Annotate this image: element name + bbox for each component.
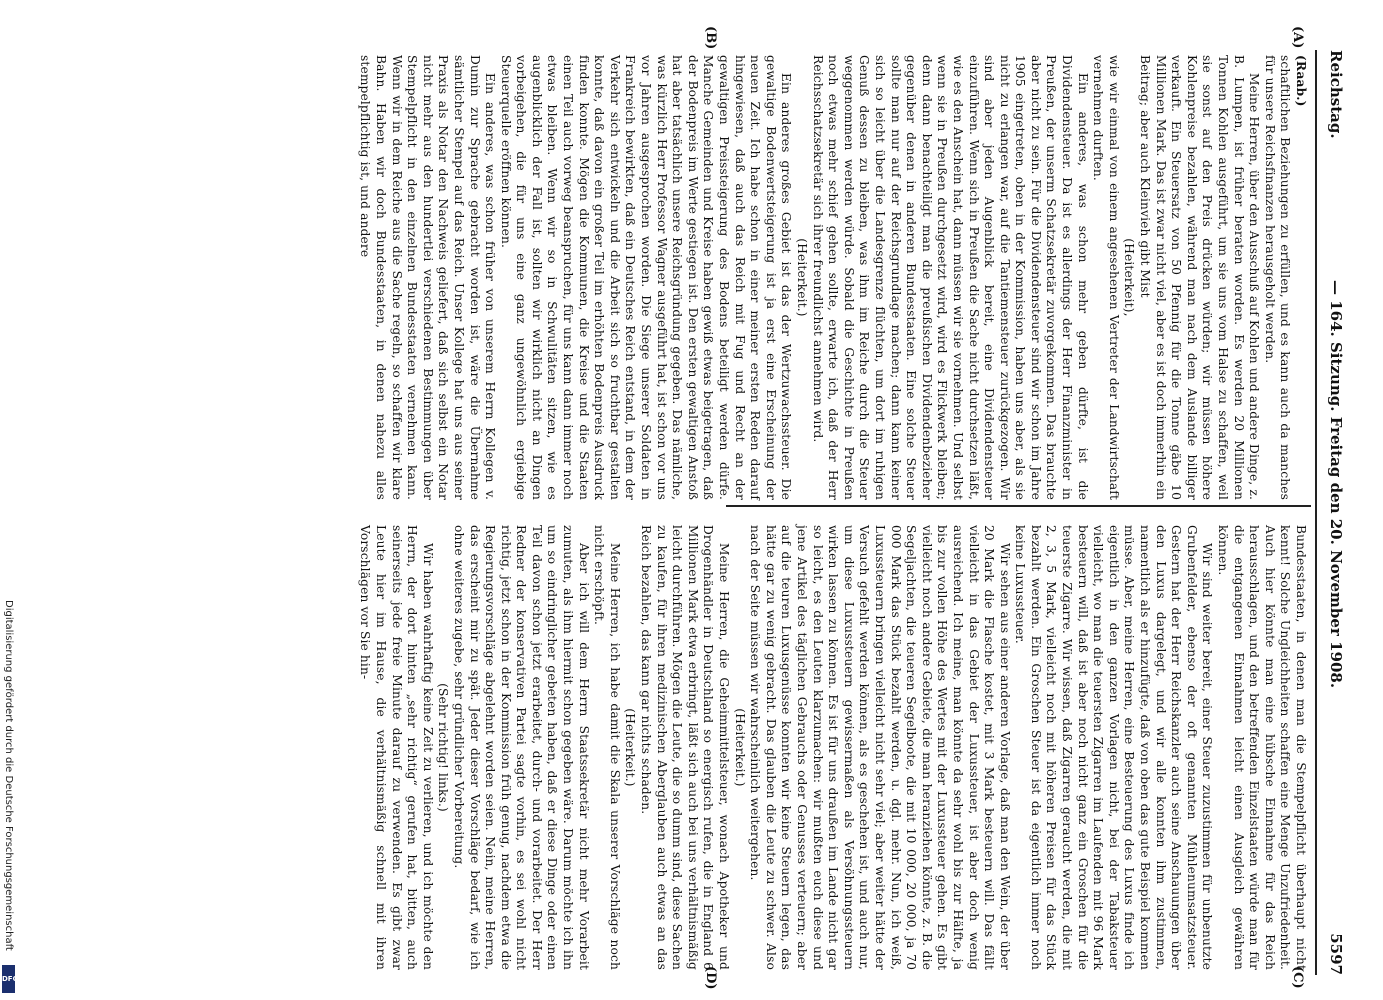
paragraph: schaftlichen Beziehungen zu erfüllen, und es kann auch da manches für unsere Reichsfinanzen herausgeholt werden.	[1262, 55, 1293, 500]
margin-marker-c: (C)	[1290, 966, 1305, 989]
digitization-note	[2, 600, 16, 995]
paragraph: Ein anderes großes Gebiet ist das der Wertzuwachssteuer. Die gewaltige Bodenwertsteigerung ist ja erst eine Erscheinung der neuen Zeit. Ich habe schon in einer meiner ersten Reden darauf hingewiesen, daß auch das Reich mit Fug und Recht an der gewaltigen Preissteigerung des Bodens beteiligt werden dürfe. Manche Gemeinden und Kreise haben gewiß etwas beigetragen, daß der Bodenpreis im Werte gestiegen ist. Den ersten gewaltigen Anstoß hat aber tatsächlich unsere Reichsgründung gegeben. Das nämliche, was kürzlich Herr Professor Wagner ausgeführt hat, ist schon vor uns vor Jahren ausgesprochen worden. Die Siege unserer Soldaten in Frankreich bewirkten, daß ein Deutsches Reich entstand, in dem der Verkehr sich entwickeln und die Arbeit sich so fruchtbar gestalten konnte, daß davon ein großer Teil im erhöhten Bodenpreis Ausdruck finden konnte. Mögen die Kommunen, die Kreise und die Staaten einen Teil auch vorweg beanspruchen, für uns kann dann immer noch etwas bleiben. Wenn wir so in Schwulitäten sitzen, wie es augenblicklich der Fall ist, sollten wir wirklich nicht an Dingen vorbeigehen, die für uns eine ganz ungewöhnlich ergiebige Steuerquelle eröffnen können.	[498, 55, 794, 500]
paragraph: Wir sehen aus einer anderen Vorlage, daß man den Wein, der über 20 Mark die Flasche kostet, mit 3 Mark besteuern will. Das fällt vielleicht in das Gebiet der Luxussteuer, ist aber doch wenig ausreichend. Ich meine, man könnte da sehr wohl bis zur Hälfte, ja bis zur vollen Höhe des Wertes mit der Luxussteuer gehen. Es gibt vielleicht noch andere Gebiete, die man heranziehen könnte, z. B. die Segeljachten, die teueren Segelboote, die mit 10 000, 20 000, ja 70 000 Mark das Stück bezahlt werden, u. dgl. mehr. Nun, ich weiß, Luxussteuern bringen vielleicht nicht sehr viel; aber weiter hätte der Versuch gefehlt werden können, als es geschehen ist, und auch nur, um diese Luxussteuern gewissermaßen als Versöhnungssteuern wirken lassen zu können. Es ist für uns draußen im Lande nicht gar so leicht, es den Leuten klarzumachen: wir mußten euch diese und jene Artikel des täglichen Gebrauchs oder Genusses verteuern; aber auf die teuren Luxusgenüsse konnten wir keine Steuern legen, das hätte gar zu wenig gebracht. Das glauben die Leute zu schwer. Also nach der Seite müssen wir wahrscheinlich weitergehen.	[748, 525, 1012, 970]
page-number: 5597	[1327, 933, 1345, 975]
paragraph: Aber ich will dem Herrn Staatssekretär nicht mehr Vorarbeit zumuten, als ihm hiermit schon gegeben wäre. Darum möchte ich ihn um so eindringlicher gebeten haben, daß er diese Dinge oder einen Teil davon schon jetzt erarbeitet, durch- und vorarbeitet. Der Herr Redner der konservativen Partei sagte vorhin, es sei wohl nicht richtig, jetzt schon in der Kommission früh genug, nachdem etwa die Regierungsvorschläge abgelehnt worden seien. Nein, meine Herren, das erscheint mir zu spät. Jeder dieser Vorschläge bedarf, wie ich ohne weiteres zugebe, sehr gründlicher Vorbereitung.	[451, 525, 591, 970]
paragraph: Meine Herren, ich habe damit die Skala unserer Vorschläge noch nicht erschöpft.	[592, 525, 622, 970]
paragraph: Bundesstaaten, in denen man die Stempelpflicht überhaupt nicht kennt! Solche Ungleichheiten schaffen eine Menge Unzufriedenheit. Auch hier könnte man eine hübsche Einnahme für das Reich herausschlagen, und den betreffenden Einzelstaaten würde man für die entgangenen Einnahmen leicht einen Ausgleich gewähren können.	[1216, 525, 1308, 970]
interjection: (Sehr richtig! links.)	[436, 683, 451, 812]
margin-marker-d: (D)	[703, 966, 718, 990]
header-session: — 164. Sitzung. Freitag den 20. November 1908.	[1327, 280, 1345, 689]
margin-marker-b: (B)	[703, 26, 718, 50]
header-title: Reichstag.	[1327, 50, 1345, 139]
paragraph: Meine Herren, die Geheimmittelsteuer, wonach Apotheker und Drogenhändler in Deutschland so energisch rufen, die in England 6 Millionen Mark etwa erbringt, läßt sich auch bei uns verhältnismäßig leicht durchführen. Mögen die Leute, die so dumm sind, diese Sachen zu kaufen, für ihren medizinischen Aberglauben auch etwas an das Reich bezahlen, das kann gar nichts schaden.	[639, 525, 732, 970]
dfg-logo: DFG	[2, 965, 15, 993]
interjection: (Heiterkeit.)	[623, 708, 638, 787]
paragraph: Wir sind weiter bereit, einer Steuer zuzustimmen für unbenutzte Grubenfelder, ebenso der oft genannten Mühlenumsatzsteuer. Gestern hat der Herr Reichskanzler auch seine Anschauungen über den Luxus dargelegt, und wir alle konnten ihm zustimmen, namentlich als er hinzufügte, daß von oben das gute Beispiel kommen müsse. Aber, meine Herren, eine Besteuerung des Luxus finde ich eigentlich in den ganzen Vorlagen nicht, bei der Tabaksteuer vielleicht, wo man die teuersten Zigarren im Laufenden mit 96 Mark besteuern will, daß ist aber noch nicht ganz ein Groschen für die teuerste Zigarre. Wir wissen, daß Zigarren geraucht werden, die mit 2, 3, 5 Mark, vielleicht noch mit höheren Preisen für das Stück bezahlt werden. Ein Groschen Steuer ist da eigentlich immer noch keine Luxussteuer.	[1013, 525, 1215, 970]
left-column	[358, 55, 1308, 500]
column-divider	[726, 505, 1311, 507]
paragraph: Ein anderes, was schon mehr geben dürfte, ist die Dividendensteuer. Da ist es allerdings der Herr Finanzminister in Preußen, der unserm Schatzsekretär zuvorgekommen. Das brauchte aber nicht zu sein. Für die Dividendensteuer sind wir schon im Jahre 1905 eingetreten, oben in der Kommission, haben uns aber, als sie nicht zu erlangen war, auf die Tantiemensteuer zurückgezogen. Wir sind aber jeden Augenblick bereit, eine Dividendensteuer einzuführen. Wenn sich in Preußen die Sache nicht durchsetzen läßt, wie es den Anschein hat, dann müssen wir sie vornehmen. Und selbst wenn sie in Preußen durchgesetzt wird, wird es Flickwerk bleiben; denn dann benachteiligt man die preußischen Dividendenbezieher gegenüber denen in anderen Bundesstaaten. Eine solche Steuer sollte man nur auf der Reichsgrundlage machen; dann kann keiner sich so leicht über die Landesgrenze flüchten, um dort im ruhigen Genuß dessen zu bleiben, was ihm im Reiche durch die Steuer weggenommen werden würde. Sobald die Geschichte in Preußen noch etwas mehr schief gehen sollte, erwarte ich, daß der Herr Reichsschatzsekretär sich ihrer freundlichst annehmen wird.	[810, 55, 1090, 500]
margin-marker-a: (A)	[1290, 26, 1305, 49]
paragraph: wie wir einmal von einem angesehenen Vertreter der Landwirtschaft vernehmen durften.	[1091, 55, 1121, 500]
paragraph: Ein anderes, was schon früher von unserem Herrn Kollegen v. Dumin zur Sprache gebracht worden ist, wäre die Übernahme sämtlicher Stempel auf das Reich. Unser Kollege hat uns aus seiner Praxis als Notar den Nachweis geliefert, daß sich selbst ein Notar nicht mehr aus den hundertlei verschiedenen Bestimmungen über Stempelpflicht in den einzelnen Bundesstaaten vernehmen kann. Wenn wir in dem Reiche aus die Sache regeln, so schaffen wir klare Bahn. Haben wir doch Bundesstaaten, in denen nahezu alles stempelpflichtig ist, und andere	[358, 55, 498, 500]
interjection: (Heiterkeit.)	[795, 238, 809, 317]
digitization-note-text: Digitalisierung gefördert durch die Deutsche Forschungsgemeinschaft	[3, 600, 14, 951]
header-rule	[1315, 50, 1317, 975]
paragraph: Wir haben wahrhaftig keine Zeit zu verlieren, und ich möchte den Herrn, der dort hinten „sehr richtig“ gerufen hat, bitten, auch seinerseits jede freie Minute darauf zu verwenden. Es gibt zwar Leute hier im Hause, die verhältnismäßig schnell mit ihren Vorschlägen vor Sie hin-	[358, 525, 435, 970]
interjection: (Heiterkeit),	[1122, 238, 1137, 317]
speaker-name: (Raab.)	[1294, 55, 1308, 107]
interjection: (Heiterkeit.)	[732, 708, 747, 787]
paragraph: Meine Herren, über den Ausschuß auf Kohlen und andere Dinge, z. B. Lumpen, ist früher beraten worden. Es werden 20 Millionen Tonnen Kohlen ausgeführt, um sie uns vom Halse zu schaffen, weil sie sonst auf den Preis drücken würden; wir müssen höhere Kohlenpreise bezahlen, während man nach dem Auslande billiger verkauft. Ein Steuersatz von 50 Pfennig für die Tonne gäbe 10 Millionen Mark. Das ist zwar nicht viel, aber es ist doch immerhin ein Beitrag; aber auch Kleinvieh gibt Mist	[1138, 55, 1262, 500]
right-column	[358, 525, 1308, 970]
page-header	[1319, 30, 1345, 975]
